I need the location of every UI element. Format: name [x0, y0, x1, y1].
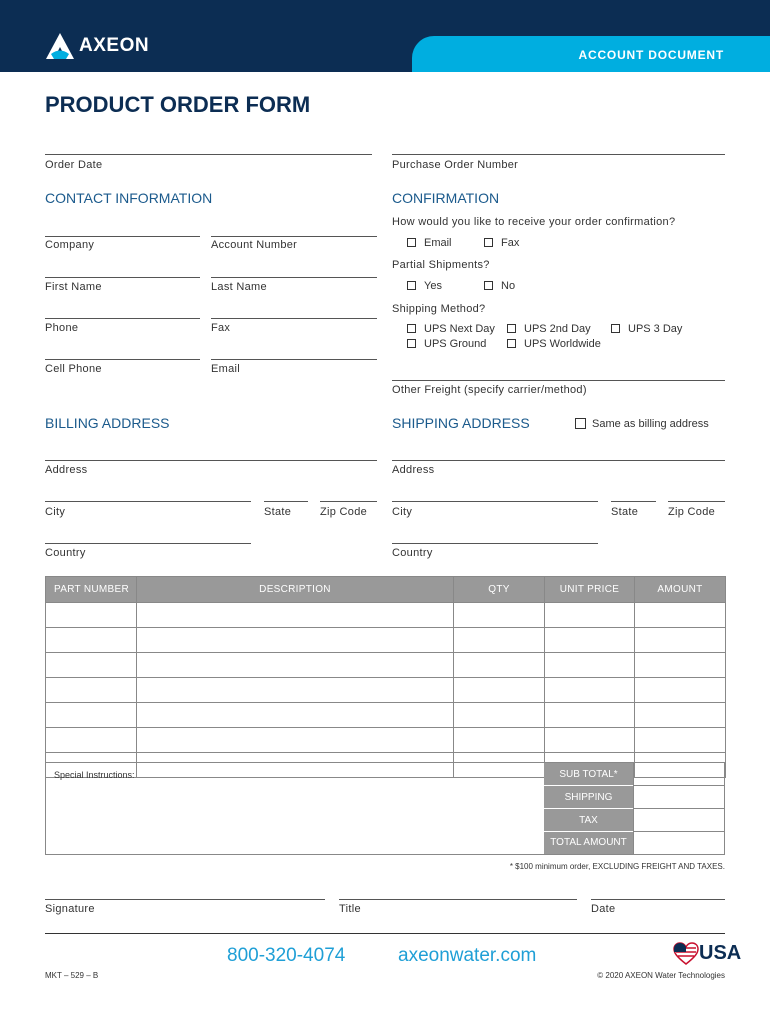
last-name-label: Last Name — [211, 281, 267, 293]
po-number-label: Purchase Order Number — [392, 159, 519, 171]
subtotal-field[interactable] — [633, 763, 725, 786]
description-cell[interactable] — [137, 628, 454, 653]
amount-cell[interactable] — [635, 603, 726, 628]
billing-city-label: City — [45, 506, 66, 518]
shipping-method-question: Shipping Method? — [392, 303, 486, 315]
qty-cell[interactable] — [454, 728, 545, 753]
qty-cell[interactable] — [454, 678, 545, 703]
axeon-logo-icon — [45, 32, 75, 60]
fax-field[interactable] — [211, 318, 377, 319]
tax-row — [544, 809, 725, 832]
shipping-zip-label: Zip Code — [668, 506, 716, 518]
shipping-row — [544, 786, 725, 809]
phone-field[interactable] — [45, 318, 200, 319]
billing-state-label: State — [264, 506, 292, 518]
unit-price-header: UNIT PRICE — [545, 577, 635, 603]
special-instructions-field[interactable] — [46, 763, 544, 854]
unit-price-cell[interactable] — [545, 653, 635, 678]
checkbox[interactable] — [407, 324, 416, 333]
company-field[interactable] — [45, 236, 200, 237]
checkbox[interactable] — [611, 324, 620, 333]
document-code: MKT – 529 – B — [45, 971, 99, 980]
tax-field[interactable] — [633, 809, 725, 832]
amount-cell[interactable] — [635, 728, 726, 753]
billing-address-field[interactable] — [45, 460, 377, 461]
first-name-field[interactable] — [45, 277, 200, 278]
qty-cell[interactable] — [454, 653, 545, 678]
part-number-cell[interactable] — [46, 678, 137, 703]
checkbox[interactable] — [484, 281, 493, 290]
checkbox[interactable] — [507, 324, 516, 333]
other-freight-field[interactable] — [392, 380, 725, 381]
usa-label: USA — [699, 942, 742, 964]
footer-website[interactable]: axeonwater.com — [398, 945, 537, 966]
qty-cell[interactable] — [454, 603, 545, 628]
contact-heading: CONTACT INFORMATION — [45, 190, 213, 206]
shipping-cost-field[interactable] — [633, 786, 725, 809]
account-document-label: ACCOUNT DOCUMENT — [578, 48, 724, 62]
account-number-label: Account Number — [211, 239, 298, 251]
part-number-cell[interactable] — [46, 653, 137, 678]
unit-price-cell[interactable] — [545, 703, 635, 728]
confirmation-heading: CONFIRMATION — [392, 190, 500, 206]
shipping-state-label: State — [611, 506, 639, 518]
shipping-country-field[interactable] — [392, 543, 598, 544]
description-header: DESCRIPTION — [137, 577, 454, 603]
checkbox[interactable] — [407, 281, 416, 290]
tax-label: TAX — [544, 809, 633, 832]
title-field[interactable] — [339, 899, 577, 900]
table-row — [46, 703, 726, 728]
part-number-cell[interactable] — [46, 603, 137, 628]
page-title: PRODUCT ORDER FORM — [45, 92, 311, 117]
part-number-cell[interactable] — [46, 728, 137, 753]
shipping-address-field[interactable] — [392, 460, 725, 461]
date-field[interactable] — [591, 899, 725, 900]
description-cell[interactable] — [137, 653, 454, 678]
last-name-field[interactable] — [211, 277, 377, 278]
table-row — [46, 678, 726, 703]
description-cell[interactable] — [137, 678, 454, 703]
shipping-zip-field[interactable] — [668, 501, 725, 502]
table-row — [46, 628, 726, 653]
other-freight-label: Other Freight (specify carrier/method) — [392, 384, 587, 396]
checkbox[interactable] — [484, 238, 493, 247]
brand-name: AXEON — [79, 35, 150, 56]
unit-price-cell[interactable] — [545, 628, 635, 653]
amount-header: AMOUNT — [635, 577, 726, 603]
checkbox[interactable] — [407, 238, 416, 247]
shipping-label: SHIPPING — [544, 786, 633, 809]
billing-country-label: Country — [45, 547, 86, 559]
company-label: Company — [45, 239, 95, 251]
minimum-order-note: * $100 minimum order, EXCLUDING FREIGHT AND TAXES. — [509, 862, 725, 871]
billing-country-field[interactable] — [45, 543, 251, 544]
billing-zip-label: Zip Code — [320, 506, 368, 518]
shipping-address-label: Address — [392, 464, 435, 476]
billing-zip-field[interactable] — [320, 501, 377, 502]
po-number-field[interactable] — [392, 154, 725, 155]
email-field[interactable] — [211, 359, 377, 360]
footer-phone[interactable]: 800-320-4074 — [227, 945, 346, 966]
total-row — [544, 832, 725, 854]
order-table — [45, 576, 726, 778]
description-cell[interactable] — [137, 603, 454, 628]
fax-label: Fax — [211, 322, 231, 334]
date-label: Date — [591, 903, 616, 915]
title-label: Title — [339, 903, 361, 915]
cell-phone-label: Cell Phone — [45, 363, 102, 375]
checkbox[interactable] — [507, 339, 516, 348]
table-header-row — [46, 577, 726, 603]
account-number-field[interactable] — [211, 236, 377, 237]
shipping-city-field[interactable] — [392, 501, 598, 502]
email-label: Email — [211, 363, 241, 375]
amount-cell[interactable] — [635, 703, 726, 728]
billing-state-field[interactable] — [264, 501, 308, 502]
totals-block — [45, 762, 725, 855]
shipping-state-field[interactable] — [611, 501, 656, 502]
subtotal-label: SUB TOTAL* — [544, 763, 633, 786]
part-number-cell[interactable] — [46, 628, 137, 653]
checkbox[interactable] — [575, 418, 586, 429]
copyright: © 2020 AXEON Water Technologies — [597, 971, 725, 980]
order-date-field[interactable] — [45, 154, 372, 155]
signature-label: Signature — [45, 903, 95, 915]
shipping-city-label: City — [392, 506, 413, 518]
partial-shipments-question: Partial Shipments? — [392, 259, 490, 271]
first-name-label: First Name — [45, 281, 102, 293]
billing-heading: BILLING ADDRESS — [45, 415, 170, 431]
part-number-cell[interactable] — [46, 703, 137, 728]
footer-divider — [45, 933, 725, 934]
confirmation-question: How would you like to receive your order confirmation? — [392, 216, 676, 228]
unit-price-cell[interactable] — [545, 603, 635, 628]
unit-price-cell[interactable] — [545, 728, 635, 753]
usa-heart-icon — [673, 942, 699, 966]
qty-cell[interactable] — [454, 703, 545, 728]
table-row — [46, 603, 726, 628]
amount-cell[interactable] — [635, 653, 726, 678]
shipping-heading: SHIPPING ADDRESS — [392, 415, 530, 431]
order-date-label: Order Date — [45, 159, 103, 171]
amount-cell[interactable] — [635, 678, 726, 703]
part-number-header: PART NUMBER — [46, 577, 137, 603]
billing-city-field[interactable] — [45, 501, 251, 502]
table-row — [46, 728, 726, 753]
checkbox[interactable] — [407, 339, 416, 348]
subtotal-row — [544, 763, 725, 786]
amount-cell[interactable] — [635, 628, 726, 653]
cell-phone-field[interactable] — [45, 359, 200, 360]
billing-address-label: Address — [45, 464, 88, 476]
description-cell[interactable] — [137, 703, 454, 728]
unit-price-cell[interactable] — [545, 678, 635, 703]
description-cell[interactable] — [137, 728, 454, 753]
qty-cell[interactable] — [454, 628, 545, 653]
table-row — [46, 653, 726, 678]
phone-label: Phone — [45, 322, 79, 334]
shipping-country-label: Country — [392, 547, 433, 559]
qty-header: QTY — [454, 577, 545, 603]
total-amount-label: TOTAL AMOUNT — [544, 832, 633, 854]
signature-field[interactable] — [45, 899, 325, 900]
total-amount-field[interactable] — [633, 832, 725, 854]
special-instructions-label: Special Instructions: — [54, 770, 135, 780]
